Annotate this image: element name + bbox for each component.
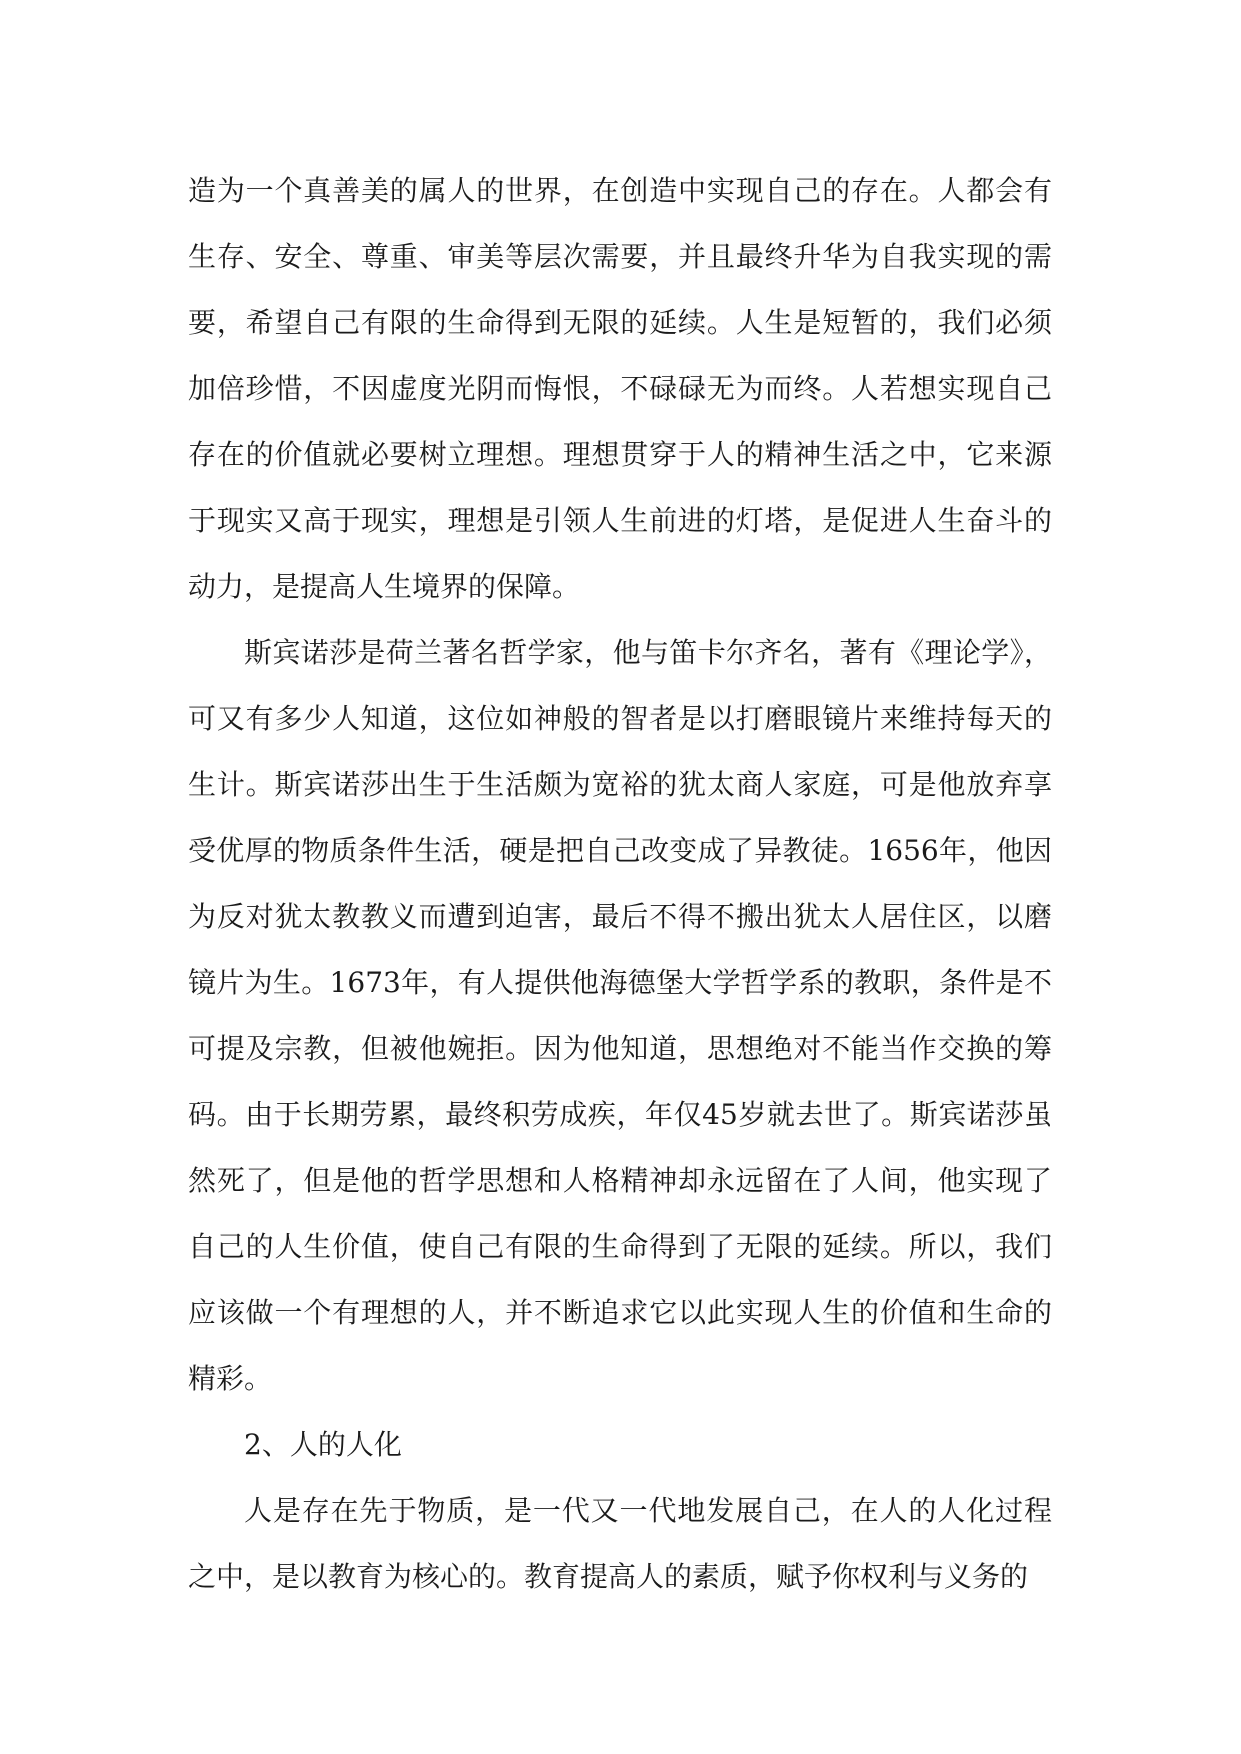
paragraph-spinoza: 斯宾诺莎是荷兰著名哲学家，他与笛卡尔齐名，著有《理论学》，可又有多少人知道，这位如神般的智者是以打磨眼镜片来维持每天的生计。斯宾诺莎出生于生活颇为宽裕的犹太商人家庭，可是他放弃享受优厚的物质条件生活，硬是把自己改变成了异教徒。1656年，他因为反对犹太教教义而遭到迫害，最后不得不搬出犹太人居住区，以磨镜片为生。1673年，有人提供他海德堡大学哲学系的教职，条件是不可提及宗教，但被他婉拒。因为他知道，思想绝对不能当作交换的筹码。由于长期劳累，最终积劳成疾，年仅45岁就去世了。斯宾诺莎虽然死了，但是他的哲学思想和人格精神却永远留在了人间，他实现了自己的人生价值，使自己有限的生命得到了无限的延续。所以，我们应该做一个有理想的人，并不断追求它以此实现人生的价值和生命的精彩。 bbox=[188, 636, 1052, 1395]
document-body bbox=[188, 158, 1052, 1610]
paragraph-humanization: 人是存在先于物质，是一代又一代地发展自己，在人的人化过程之中，是以教育为核心的。教育提高人的素质，赋予你权利与义务的 bbox=[188, 1494, 1052, 1593]
section-heading: 2、人的人化 bbox=[244, 1428, 402, 1461]
paragraph-continuation: 造为一个真善美的属人的世界，在创造中实现自己的存在。人都会有生存、安全、尊重、审美等层次需要，并且最终升华为自我实现的需要，希望自己有限的生命得到无限的延续。人生是短暂的，我们必须加倍珍惜，不因虚度光阴而悔恨，不碌碌无为而终。人若想实现自己存在的价值就必要树立理想。理想贯穿于人的精神生活之中，它来源于现实又高于现实，理想是引领人生前进的灯塔，是促进人生奋斗的动力，是提高人生境界的保障。 bbox=[188, 174, 1052, 603]
